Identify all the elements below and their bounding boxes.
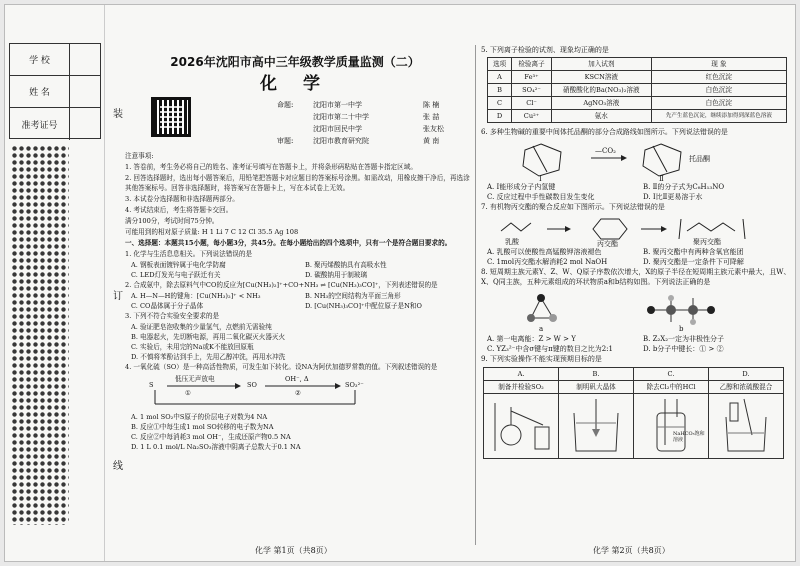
option: A. 1 mol SO₂中S原子的价层电子对数为4 NA: [131, 413, 268, 421]
apparatus-drawing-cell: [634, 394, 709, 459]
question-stem: 4. 一氧化硫（SO）是一种高活性物质，可发生如下转化。设NA为阿伏加德罗常数的值。下列叙述错误的是: [125, 363, 438, 371]
atom: [647, 306, 655, 314]
arrowhead: [235, 383, 241, 389]
apparatus-drawing-row: [484, 394, 784, 459]
option: A. 第一电离能：Z > W > Y: [487, 335, 576, 343]
reaction-scheme: [145, 374, 471, 410]
table-cell: C: [488, 97, 512, 110]
species-label: SO: [247, 381, 257, 389]
option: C. CO晶体属于分子晶体: [131, 302, 204, 310]
option: B. 聚丙交酯中有两种含氧官能团: [643, 248, 744, 256]
school-field[interactable]: [70, 44, 100, 75]
option: B. Z₂X₂一定为非极性分子: [643, 335, 725, 343]
table-cell: 白色沉淀: [651, 97, 786, 110]
author-name: 张友松: [423, 125, 444, 133]
atom: [688, 305, 698, 315]
question-stem: 2. 合成氨中，除去原料气中CO的反应为[Cu(NH₃)₂]⁺+CO+NH₃ ⇌ [Cu(NH₃)₃CO]⁺，下列表述错误的是: [125, 281, 438, 289]
binding-strip: [5, 5, 105, 561]
apparatus-drawing: [710, 395, 782, 457]
glass-rod: [744, 399, 752, 435]
notes-item: 3. 本试卷分选择题和非选择题两部分。: [125, 195, 239, 203]
arrowhead: [621, 155, 627, 161]
options: [481, 247, 791, 267]
info-label: 姓 名: [10, 76, 70, 107]
author-row: [277, 99, 477, 111]
species-label: S: [149, 381, 154, 389]
condition-label: OH⁻, Δ: [285, 375, 309, 383]
table-header: 加入试剂: [551, 58, 651, 71]
molecule-models: [481, 288, 791, 334]
qr-code: [151, 97, 191, 137]
crystal: [592, 429, 600, 437]
structure-drawings: [481, 138, 781, 182]
apparatus-drawing: [560, 395, 632, 457]
binding-word: 订: [113, 291, 123, 302]
question-stem: 3. 下列不符合实验安全要求的是: [125, 312, 220, 320]
arrow-label: —CO₂: [595, 147, 616, 155]
table-cell: Cu²⁺: [512, 110, 552, 123]
student-info-box: [9, 43, 101, 139]
apparatus-option: A.: [484, 368, 559, 381]
gas-washing-bottle-icon: [635, 395, 707, 455]
option: C. 实验后，未用完的Na或K不能放回原瓶: [131, 343, 254, 351]
options: [481, 182, 791, 202]
author-row: [277, 123, 477, 135]
question-stem: 7. 有机物丙交酯的聚合反应如下图所示。下列说法错误的是: [481, 203, 665, 211]
table-row: [488, 97, 787, 110]
option: D. 不慎将苯酚沾到手上，先用乙醇冲洗，再用水冲洗: [131, 353, 286, 361]
author-role: 命题:: [277, 101, 294, 109]
table-row: [488, 110, 787, 123]
info-label: 准考证号: [10, 108, 70, 140]
model-label: a: [539, 325, 544, 333]
exam-id-field[interactable]: [70, 108, 100, 140]
info-row-name: [10, 76, 100, 108]
apparatus-drawing: [485, 395, 557, 457]
question-stem: 1. 化学与生活息息相关。下列说法错误的是: [125, 250, 253, 258]
option: B. 反应①中每生成1 mol SO转移的电子数为NA: [131, 423, 274, 431]
model-label: b: [679, 325, 684, 333]
option: D. b分子中键长：① > ②: [643, 345, 724, 353]
apparatus-table: [483, 367, 784, 459]
info-row-school: [10, 44, 100, 76]
table-cell: 红色沉淀: [651, 71, 786, 84]
apparatus-option: C.: [634, 368, 709, 381]
question-stem: 8. 短周期主族元素Y、Z、W、Q原子序数依次增大，X的原子半径在短周期主族元素中最大，且W、X、Q同主族，五种元素组成的环状物质a和b结构如图。下列说法正确的是: [481, 268, 791, 286]
author-name: 张 喆: [423, 113, 440, 121]
option: C. LED灯发光与电子跃迁有关: [131, 271, 221, 279]
author-role: [277, 123, 313, 135]
test-tube: [535, 427, 549, 449]
info-row-exam-id: [10, 108, 100, 140]
polymer-brackets: [679, 219, 745, 239]
ion-test-table: [487, 57, 787, 123]
compound-label: 聚丙交酯: [693, 238, 721, 246]
table-cell: 白色沉淀: [651, 84, 786, 97]
option: A. 钢板表面镀锌属于电化学防腐: [131, 261, 226, 269]
option: B. Ⅱ的分子式为C₈H₁₃NO: [643, 183, 725, 191]
compound-label: Ⅰ: [539, 175, 542, 183]
compound-label: 丙交酯: [597, 240, 618, 248]
apparatus-title: 乙醇和浓硫酸混合: [709, 381, 784, 394]
bridge-I: [533, 146, 547, 172]
author-org: 沈阳市教育研究院: [313, 137, 369, 145]
table-cell: 先产生蓝色沉淀，继续添加得到深蓝色溶液: [651, 110, 786, 123]
option: D. Ⅰ比Ⅱ更易溶于水: [643, 193, 703, 201]
atom: [707, 306, 715, 314]
table-header: 现 象: [651, 58, 786, 71]
step-label: ②: [295, 389, 301, 397]
apparatus-option: D.: [709, 368, 784, 381]
option: D. [Cu(NH₃)₃CO]⁺中配位原子是N和O: [305, 302, 422, 310]
arrowhead: [565, 226, 571, 232]
option: A. 验证肥皂泡收集的少量氢气，点燃前无需验纯: [131, 323, 272, 331]
arrowhead: [661, 226, 667, 232]
table-cell: Fe³⁺: [512, 71, 552, 84]
beaker-crystal-icon: [560, 395, 632, 455]
options: [481, 334, 791, 354]
table-cell: A: [488, 71, 512, 84]
delivery-tube: [511, 411, 543, 425]
section-intro: 一、选择题：本题共15小题，每小题3分，共45分。在每小题给出的四个选项中，只有一个是符合题目要求的。: [125, 239, 452, 247]
option: C. 反应②中每消耗3 mol OH⁻，生成还原产物0.5 NA: [131, 433, 291, 441]
option: A. H—N—H的键角：[Cu(NH₃)₂]⁺ < NH₃: [131, 292, 261, 300]
score-time: 满分100分，考试时间75分钟。: [125, 217, 219, 225]
column-divider: [475, 45, 476, 545]
notes-heading: 注意事项:: [125, 152, 154, 160]
apparatus-drawing-cell: [484, 394, 559, 459]
table-cell: 硝酸酸化的Ba(NO₃)₂溶液: [551, 84, 651, 97]
binding-word: 装: [113, 109, 123, 120]
notes-item: 1. 答卷前，考生务必将自己的姓名、准考证号填写在答题卡上，并将条形码粘贴在答题卡指定区域。: [125, 163, 417, 171]
question-stem: 6. 多种生物碱的重要中间体托品酮的部分合成路线如图所示。下列说法错误的是: [481, 128, 728, 136]
options: [125, 260, 471, 280]
option: D. 碳酸钠用于制玻璃: [305, 271, 367, 279]
step-label: ①: [185, 389, 191, 397]
table-cell: Cl⁻: [512, 97, 552, 110]
apparatus-drawing: [635, 395, 707, 457]
polymerization-scheme: [481, 213, 791, 247]
pouring-tube: [730, 403, 738, 421]
author-org: 沈阳市回民中学: [313, 125, 362, 133]
author-row: [277, 135, 477, 147]
notes-item: 4. 考试结束后，考生将答题卡交回。: [125, 206, 233, 214]
subject-title: 化 学: [260, 74, 330, 94]
distillation-apparatus-icon: [485, 395, 557, 455]
table-cell: SO₄²⁻: [512, 84, 552, 97]
notes-item: 2. 回答选择题时，选出每小题答案后，用铅笔把答题卡对应题目的答案标号涂黑。如需改动，用橡皮擦干净后，再选涂其他答案标号。回答非选择题时，将答案写在答题卡上，写在本试卷上无效。: [125, 174, 470, 192]
author-org: 沈阳市第二十中学: [313, 113, 369, 121]
exam-title: 2026年沈阳市高中三年级教学质量监测（二）: [170, 55, 420, 69]
exam-sheet: [4, 4, 796, 562]
info-label: 学 校: [10, 44, 70, 75]
question-stem: 5. 下列离子检验的试剂、现象均正确的是: [481, 46, 609, 54]
author-role: [277, 111, 313, 123]
option: C. 1mol丙交酯水解消耗2 mol NaOH: [487, 258, 608, 266]
table-cell: 氨水: [551, 110, 651, 123]
apparatus-title: 制明矾大晶体: [559, 381, 634, 394]
compound-label: Ⅱ: [659, 175, 664, 183]
lactic-acid-skeleton: [501, 223, 531, 231]
atom: [668, 295, 674, 301]
atom: [690, 319, 696, 325]
right-column: [481, 45, 791, 459]
table-row: [488, 84, 787, 97]
options: [125, 412, 471, 452]
option: B. 电器起火，先切断电源，再用二氧化碳灭火器灭火: [131, 333, 286, 341]
options: [125, 322, 471, 362]
atom: [537, 294, 545, 302]
species-label: SO₃²⁻: [345, 381, 364, 389]
ring-II: [643, 144, 681, 176]
options: [125, 291, 471, 311]
arrowhead: [335, 383, 341, 389]
atom: [666, 305, 676, 315]
page-footer-right: 化学 第2页（共8页）: [593, 546, 670, 555]
option: C. YZ₃²⁻中含σ键与π键的数目之比为2:1: [487, 345, 613, 353]
table-header-row: [488, 58, 787, 71]
lactide-ring: [593, 219, 627, 239]
author-name: 陈 楠: [423, 101, 440, 109]
option: A. Ⅰ能形成分子内氢键: [487, 183, 556, 191]
option: D. 聚丙交酯是一定条件下可降解: [643, 258, 744, 266]
apparatus-drawing-cell: [709, 394, 784, 459]
table-header: 选项: [488, 58, 512, 71]
table-cell: AgNO₃溶液: [551, 97, 651, 110]
compound-label: 乳酸: [505, 238, 519, 246]
authors-block: [277, 99, 477, 147]
barcode-dot-pattern: [11, 145, 69, 525]
ball-stick-models: [481, 288, 781, 334]
ring-I: [523, 144, 561, 176]
table-row: [488, 71, 787, 84]
option: B. 聚丙烯酸钠具有高吸水性: [305, 261, 387, 269]
atom: [549, 314, 557, 322]
name-field[interactable]: [70, 76, 100, 107]
table-header: 检验离子: [512, 58, 552, 71]
table-cell: B: [488, 84, 512, 97]
apparatus-title-row: [484, 381, 784, 394]
option: A. 乳酸可以使酸性高锰酸钾溶液褪色: [487, 248, 602, 256]
table-cell: KSCN溶液: [551, 71, 651, 84]
author-row: [277, 111, 477, 123]
author-org: 沈阳市第一中学: [313, 101, 362, 109]
question-stem: 9. 下列实验操作不能实现预期目标的是: [481, 355, 602, 363]
binding-word: 线: [113, 461, 123, 472]
bridge-II: [653, 146, 667, 172]
atomic-masses: 可能用到的相对原子质量: H 1 Li 7 C 12 Cl 35.5 Ag 108: [125, 228, 299, 236]
option: C. 反应过程中手性碳数目发生变化: [487, 193, 595, 201]
apparatus-option: B.: [559, 368, 634, 381]
apparatus-title: 制备并检验SO₂: [484, 381, 559, 394]
polymer-chain: [687, 223, 735, 231]
tropinone-scheme: [481, 138, 791, 182]
mixing-beaker-icon: [710, 395, 782, 455]
apparatus-title: 除去Cl₂中的HCl: [634, 381, 709, 394]
table-cell: D: [488, 110, 512, 123]
beaker: [726, 417, 766, 451]
reagent-label: NaHCO₃饱和溶液: [673, 431, 705, 443]
condition-label: 低压无声放电: [175, 375, 215, 383]
left-column: [125, 151, 471, 452]
option: B. NH₃的空间结构为平面三角形: [305, 292, 401, 300]
apparatus-option-row: [484, 368, 784, 381]
option: D. 1 L 0.1 mol/L Na₂SO₃溶液中阴离子总数大于0.1 NA: [131, 443, 301, 451]
author-name: 黄 南: [423, 137, 440, 145]
polymer-drawings: [481, 213, 781, 247]
apparatus-drawing-cell: [559, 394, 634, 459]
author-role: 审题:: [277, 137, 294, 145]
page-footer-left: 化学 第1页（共8页）: [255, 546, 332, 555]
flask: [501, 425, 521, 445]
product-label: 托品酮: [689, 155, 710, 163]
atom: [527, 314, 535, 322]
